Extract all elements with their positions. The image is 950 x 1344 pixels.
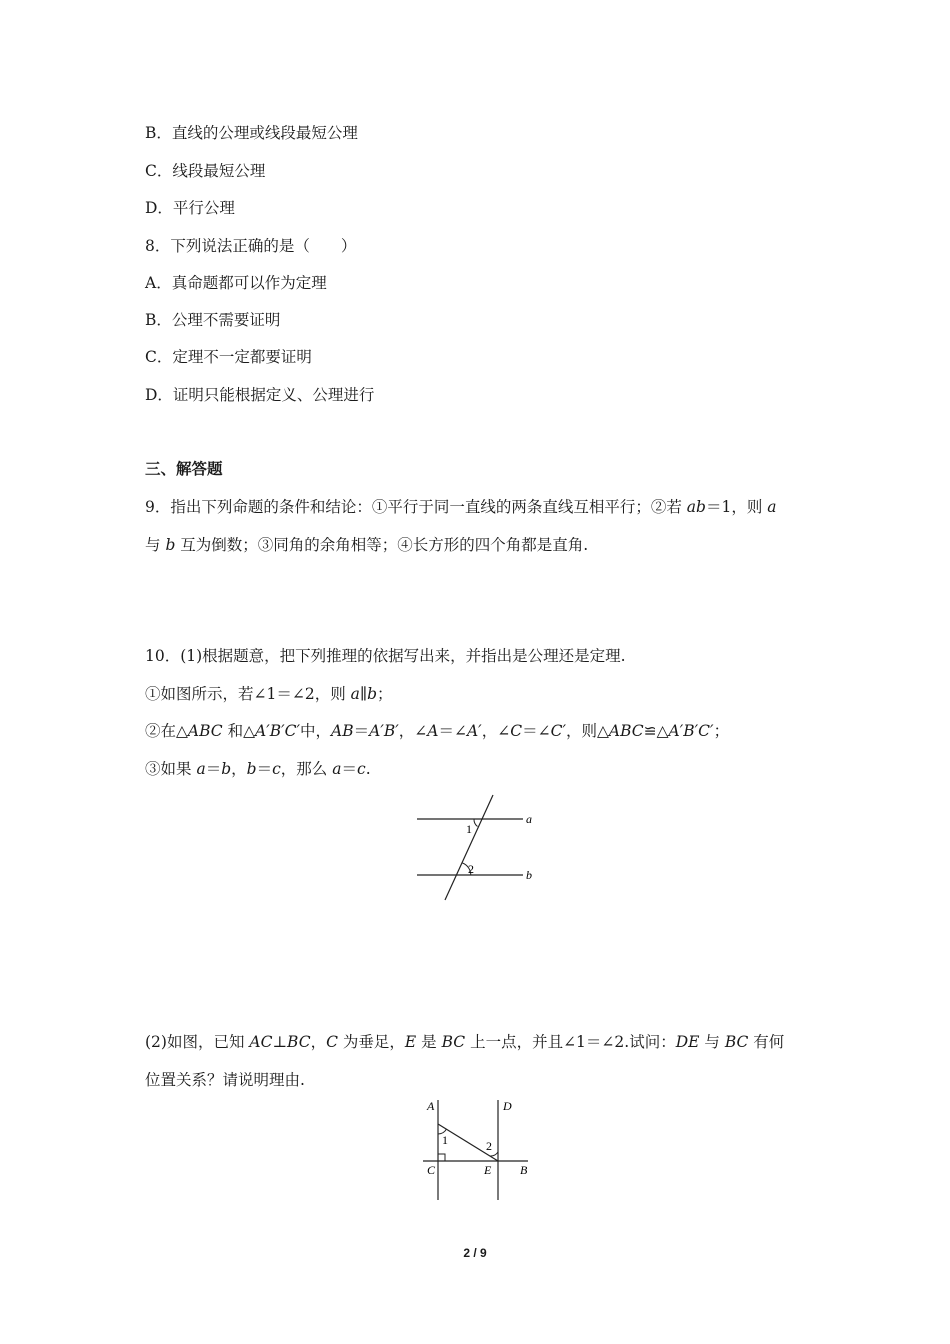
point-a-label: A — [427, 1099, 435, 1113]
point-b-label: B — [520, 1163, 528, 1177]
line-a-label: a — [526, 812, 532, 826]
q9-line1: 9．指出下列命题的条件和结论：①平行于同一直线的两条直线互相平行；②若 ab＝1，则 a — [145, 498, 777, 516]
q7-option-b: B．直线的公理或线段最短公理 — [145, 124, 358, 142]
q7-option-c: C．线段最短公理 — [145, 162, 266, 180]
q10-item3: ③如果 a＝b，b＝c，那么 a＝c. — [145, 760, 371, 778]
point-c-label: C — [427, 1163, 436, 1177]
angle-2-label: 2 — [486, 1139, 492, 1153]
perpendicular-figure — [418, 1094, 538, 1206]
point-e-label: E — [484, 1163, 492, 1177]
q8-option-a: A．真命题都可以作为定理 — [145, 274, 327, 292]
angle-1-label: 1 — [442, 1133, 448, 1147]
q10-item1: ①如图所示，若∠1＝∠2，则 a∥b； — [145, 685, 393, 703]
q8-option-b: B．公理不需要证明 — [145, 311, 281, 329]
section-title: 三、解答题 — [145, 459, 223, 478]
right-angle-mark — [438, 1154, 445, 1161]
angle-1-arc — [474, 819, 478, 827]
q7-option-d: D．平行公理 — [145, 199, 235, 217]
transversal-line — [445, 795, 493, 900]
point-d-label: D — [503, 1099, 512, 1113]
parallel-lines-figure — [410, 790, 550, 905]
angle-2-label: 2 — [468, 862, 474, 876]
q9-line2: 与 b 互为倒数；③同角的余角相等；④长方形的四个角都是直角. — [145, 536, 589, 554]
q10-item2: ②在△ABC 和△A′B′C′中，AB＝A′B′，∠A＝∠A′，∠C＝∠C′，则△ABC≌△A′B′C′； — [145, 722, 730, 740]
q10-part2-line2: 位置关系？请说明理由. — [145, 1071, 305, 1089]
q10-part2-line1: (2)如图，已知 AC⊥BC，C 为垂足，E 是 BC 上一点，并且∠1＝∠2.试问：DE 与 BC 有何 — [145, 1033, 785, 1051]
q10-part1-stem: 10．(1)根据题意，把下列推理的依据写出来，并指出是公理还是定理. — [145, 647, 626, 665]
angle-1-label: 1 — [466, 822, 472, 836]
q8-option-d: D．证明只能根据定义、公理进行 — [145, 386, 375, 404]
q8-option-c: C．定理不一定都要证明 — [145, 348, 312, 366]
page-number: 2 / 9 — [463, 1246, 487, 1260]
line-b-label: b — [526, 868, 532, 882]
q8-stem: 8．下列说法正确的是（ ） — [145, 237, 357, 255]
